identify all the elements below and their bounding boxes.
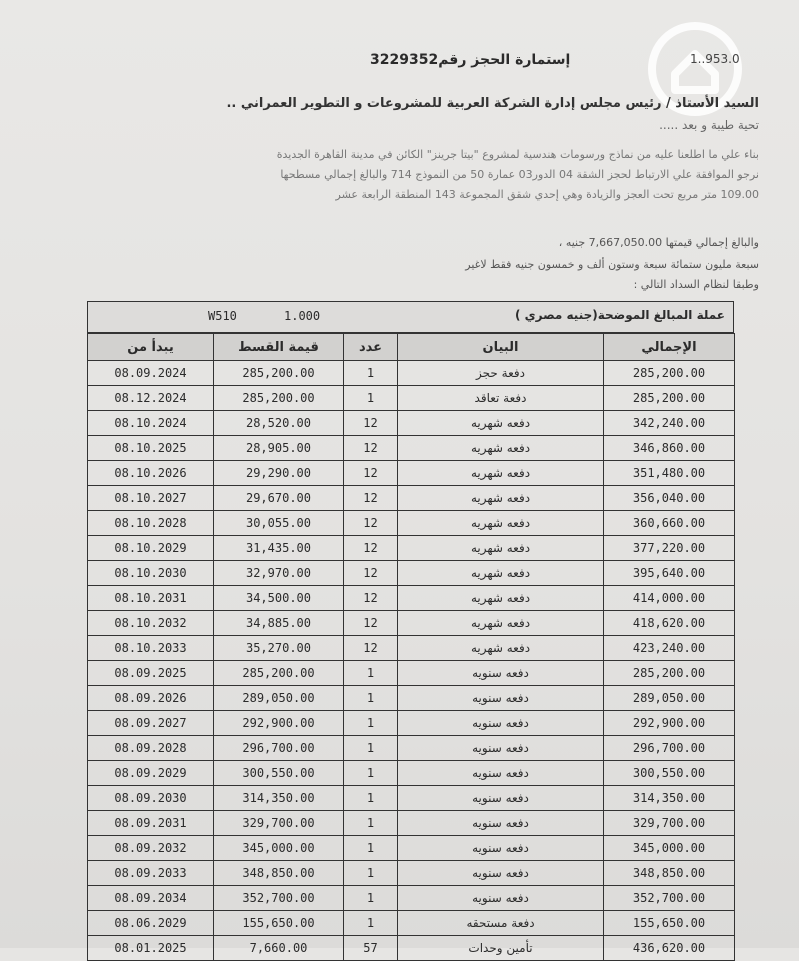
cell-description: دفعه سنويه [398, 661, 604, 686]
cell-total: 423,240.00 [604, 636, 735, 661]
cell-start: 08.09.2032 [88, 836, 214, 861]
cell-description: دفعه سنويه [398, 736, 604, 761]
cell-installment: 29,290.00 [214, 461, 344, 486]
cell-start: 08.10.2028 [88, 511, 214, 536]
cell-start: 08.09.2034 [88, 886, 214, 911]
cell-count: 1 [344, 711, 398, 736]
cell-installment: 155,650.00 [214, 911, 344, 936]
cell-description: دفعه شهريه [398, 511, 604, 536]
cell-start: 08.10.2032 [88, 611, 214, 636]
cell-total: 377,220.00 [604, 536, 735, 561]
table-row [88, 586, 735, 611]
cell-count: 1 [344, 736, 398, 761]
table-row [88, 686, 735, 711]
cell-start: 08.10.2030 [88, 561, 214, 586]
cell-total: 352,700.00 [604, 886, 735, 911]
cell-installment: 28,905.00 [214, 436, 344, 461]
table-row [88, 461, 735, 486]
reservation-title: إستمارة الحجز رقم3229352 [370, 52, 571, 68]
currency-label: عملة المبالغ الموضحة(جنيه مصري ) [514, 308, 725, 322]
cell-description: دفعة حجز [398, 361, 604, 386]
table-row [88, 761, 735, 786]
cell-total: 342,240.00 [604, 411, 735, 436]
table-row [88, 786, 735, 811]
cell-total: 418,620.00 [604, 611, 735, 636]
cell-count: 1 [344, 861, 398, 886]
cell-description: دفعه شهريه [398, 436, 604, 461]
cell-installment: 314,350.00 [214, 786, 344, 811]
cell-start: 08.10.2031 [88, 586, 214, 611]
cell-description: دفعه سنويه [398, 786, 604, 811]
currency-header [87, 301, 734, 333]
cell-installment: 329,700.00 [214, 811, 344, 836]
cell-total: 395,640.00 [604, 561, 735, 586]
cell-installment: 289,050.00 [214, 686, 344, 711]
cell-description: دفعه شهريه [398, 486, 604, 511]
cell-start: 08.12.2024 [88, 386, 214, 411]
table-row [88, 836, 735, 861]
cell-total: 155,650.00 [604, 911, 735, 936]
cell-start: 08.09.2033 [88, 861, 214, 886]
cell-count: 1 [344, 661, 398, 686]
cell-count: 12 [344, 411, 398, 436]
cell-total: 360,660.00 [604, 511, 735, 536]
table-row [88, 611, 735, 636]
table-row [88, 386, 735, 411]
cell-start: 08.10.2025 [88, 436, 214, 461]
cell-count: 12 [344, 636, 398, 661]
cell-count: 12 [344, 436, 398, 461]
addressee-line: السيد الأستاذ / رئيس مجلس إدارة الشركة العربية للمشروعات و التطوير العمراني .. [226, 96, 759, 111]
cell-description: دفعه شهريه [398, 536, 604, 561]
cell-installment: 30,055.00 [214, 511, 344, 536]
cell-installment: 35,270.00 [214, 636, 344, 661]
cell-count: 1 [344, 886, 398, 911]
cell-start: 08.09.2025 [88, 661, 214, 686]
table-row [88, 511, 735, 536]
header-total: الإجمالي [604, 334, 735, 361]
cell-description: دفعه شهريه [398, 411, 604, 436]
header-count: عدد [344, 334, 398, 361]
cell-installment: 300,550.00 [214, 761, 344, 786]
table-row [88, 486, 735, 511]
cell-count: 12 [344, 536, 398, 561]
total-in-words-line: سبعة مليون ستمائة سبعة وستون ألف و خمسون جنيه فقط لاغير [465, 258, 759, 271]
cell-total: 292,900.00 [604, 711, 735, 736]
cell-installment: 352,700.00 [214, 886, 344, 911]
total-value-line: والبالغ إجمالي قيمتها 7,667,050.00 جنيه ، [558, 236, 759, 249]
cell-start: 08.10.2026 [88, 461, 214, 486]
cell-total: 285,200.00 [604, 386, 735, 411]
cell-total: 345,000.00 [604, 836, 735, 861]
cell-installment: 292,900.00 [214, 711, 344, 736]
header-description: البيان [398, 334, 604, 361]
table-row [88, 911, 735, 936]
table-row [88, 536, 735, 561]
cell-description: دفعه سنويه [398, 861, 604, 886]
cell-description: دفعه سنويه [398, 711, 604, 736]
cell-count: 12 [344, 586, 398, 611]
payment-plan-intro: وطبقا لنظام السداد التالي : [633, 278, 759, 291]
cell-total: 348,850.00 [604, 861, 735, 886]
cell-total: 329,700.00 [604, 811, 735, 836]
cell-description: دفعه شهريه [398, 586, 604, 611]
cell-start: 08.10.2029 [88, 536, 214, 561]
currency-rate: 1.000 [284, 309, 321, 323]
cell-total: 300,550.00 [604, 761, 735, 786]
cell-description: دفعه شهريه [398, 461, 604, 486]
cell-start: 08.09.2028 [88, 736, 214, 761]
cell-total: 285,200.00 [604, 661, 735, 686]
cell-installment: 7,660.00 [214, 936, 344, 961]
cell-count: 57 [344, 936, 398, 961]
table-header-row [88, 334, 735, 361]
cell-installment: 34,885.00 [214, 611, 344, 636]
cell-count: 12 [344, 611, 398, 636]
table-row [88, 936, 735, 961]
cell-total: 296,700.00 [604, 736, 735, 761]
cell-installment: 31,435.00 [214, 536, 344, 561]
cell-installment: 345,000.00 [214, 836, 344, 861]
cell-count: 1 [344, 761, 398, 786]
body-line-2: نرجو الموافقة علي الارتباط لحجز الشقة 04 الدور03 عمارة 50 من النموذج 714 والبالغ إجمالي مسطحها [280, 168, 759, 181]
cell-total: 414,000.00 [604, 586, 735, 611]
cell-total: 285,200.00 [604, 361, 735, 386]
table-row [88, 561, 735, 586]
cell-start: 08.09.2029 [88, 761, 214, 786]
table-row [88, 711, 735, 736]
cell-count: 12 [344, 511, 398, 536]
table-row [88, 811, 735, 836]
cell-installment: 34,500.00 [214, 586, 344, 611]
cell-installment: 285,200.00 [214, 386, 344, 411]
cell-total: 289,050.00 [604, 686, 735, 711]
table-row [88, 436, 735, 461]
cell-description: دفعه شهريه [398, 611, 604, 636]
cell-start: 08.06.2029 [88, 911, 214, 936]
table-row [88, 661, 735, 686]
cell-start: 08.09.2024 [88, 361, 214, 386]
cell-installment: 296,700.00 [214, 736, 344, 761]
cell-start: 08.09.2027 [88, 711, 214, 736]
cell-total: 436,620.00 [604, 936, 735, 961]
cell-installment: 28,520.00 [214, 411, 344, 436]
cell-total: 351,480.00 [604, 461, 735, 486]
body-line-1: بناء علي ما اطلعنا عليه من نماذج ورسومات هندسية لمشروع "بيتا جرينز" الكائن في مدينة القاهرة الجديدة [276, 148, 759, 161]
table-row [88, 736, 735, 761]
cell-description: دفعه سنويه [398, 761, 604, 786]
table-row [88, 361, 735, 386]
body-line-3: 109.00 متر مربع تحت العجز والزيادة وهي إحدي شقق المجموعة 143 المنطقة الرابعة عشر [335, 188, 759, 201]
cell-count: 12 [344, 561, 398, 586]
cell-start: 08.10.2033 [88, 636, 214, 661]
cell-installment: 32,970.00 [214, 561, 344, 586]
header-start: يبدأ من [88, 334, 214, 361]
header-installment: قيمة القسط [214, 334, 344, 361]
cell-count: 1 [344, 786, 398, 811]
cell-description: دفعه شهريه [398, 561, 604, 586]
cell-count: 12 [344, 486, 398, 511]
cell-count: 1 [344, 361, 398, 386]
cell-total: 356,040.00 [604, 486, 735, 511]
cell-count: 1 [344, 911, 398, 936]
cell-start: 08.09.2031 [88, 811, 214, 836]
cell-description: دفعه شهريه [398, 636, 604, 661]
cell-installment: 285,200.00 [214, 661, 344, 686]
greeting-line: تحية طيبة و بعد ..... [659, 118, 759, 132]
cell-start: 08.01.2025 [88, 936, 214, 961]
cell-description: دفعه سنويه [398, 886, 604, 911]
cell-installment: 29,670.00 [214, 486, 344, 511]
payment-schedule-table [87, 333, 735, 961]
cell-total: 314,350.00 [604, 786, 735, 811]
cell-installment: 285,200.00 [214, 361, 344, 386]
cell-description: دفعه سنويه [398, 836, 604, 861]
cell-total: 346,860.00 [604, 436, 735, 461]
cell-start: 08.09.2026 [88, 686, 214, 711]
table-row [88, 861, 735, 886]
table-row [88, 886, 735, 911]
reference-number: 1..953.0 [690, 52, 740, 66]
cell-count: 1 [344, 811, 398, 836]
cell-description: دفعة تعاقد [398, 386, 604, 411]
cell-description: دفعة مستحقه [398, 911, 604, 936]
cell-start: 08.10.2027 [88, 486, 214, 511]
currency-code: W510 [208, 309, 237, 323]
cell-count: 12 [344, 461, 398, 486]
cell-description: تأمين وحدات [398, 936, 604, 961]
cell-count: 1 [344, 386, 398, 411]
table-row [88, 636, 735, 661]
cell-start: 08.09.2030 [88, 786, 214, 811]
cell-description: دفعه سنويه [398, 686, 604, 711]
cell-count: 1 [344, 686, 398, 711]
table-row [88, 411, 735, 436]
cell-description: دفعه سنويه [398, 811, 604, 836]
cell-start: 08.10.2024 [88, 411, 214, 436]
cell-count: 1 [344, 836, 398, 861]
cell-installment: 348,850.00 [214, 861, 344, 886]
